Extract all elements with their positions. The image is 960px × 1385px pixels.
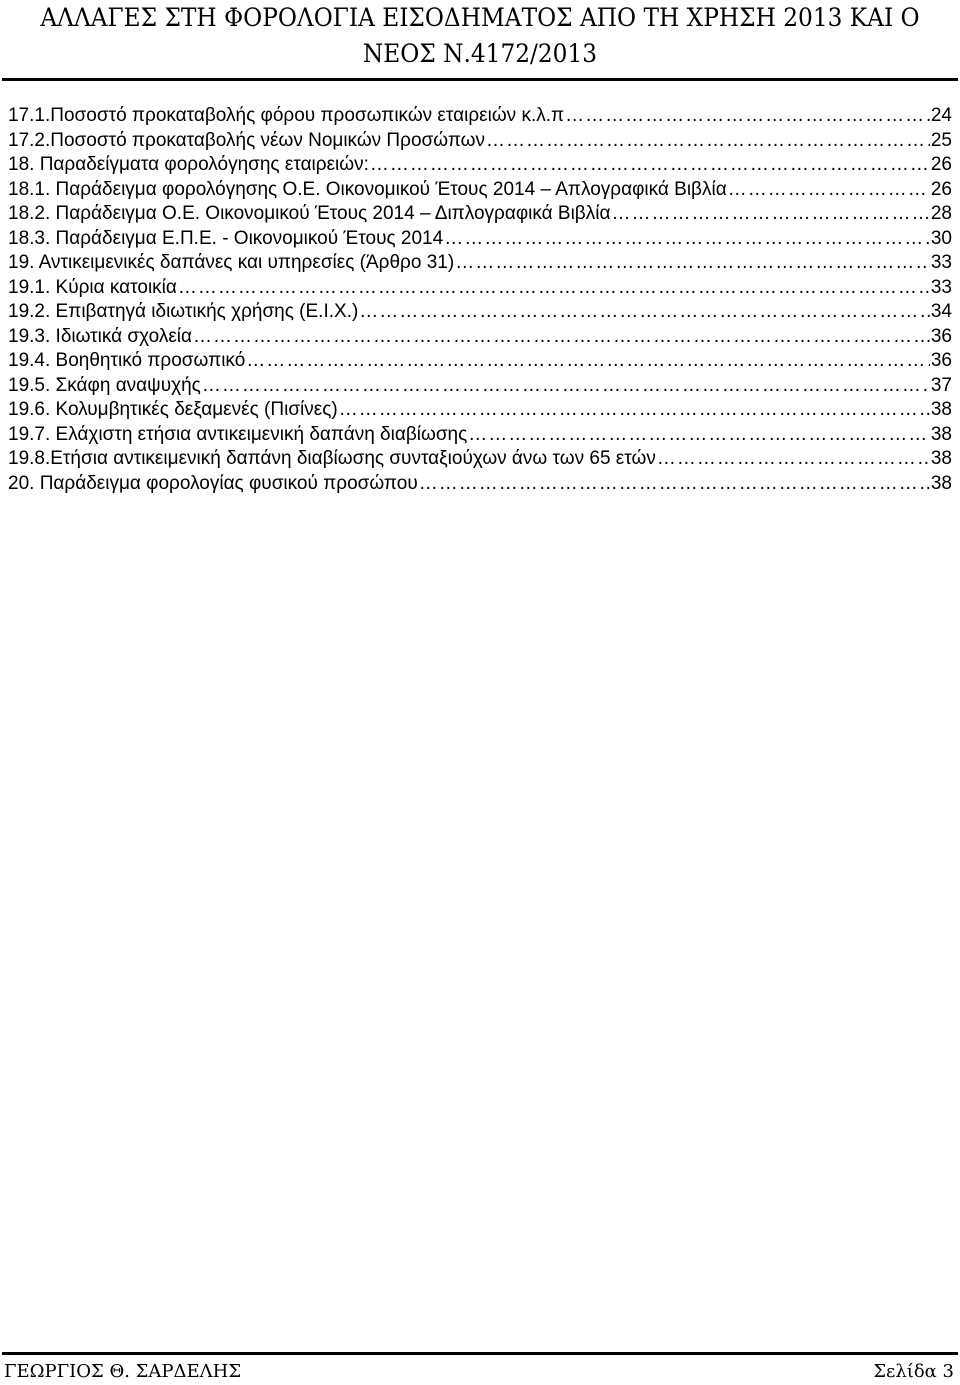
- toc-entry-title: 18.3. Παράδειγμα Ε.Π.Ε. - Οικονομικού Έτους 2014: [8, 227, 444, 249]
- footer-page-number: Σελίδα 3: [873, 1361, 954, 1382]
- toc-entry-title: 19.5. Σκάφη αναψυχής: [8, 374, 201, 396]
- toc-entry[interactable]: [8, 300, 952, 325]
- header-title-line-1: ΑΛΛΑΓΕΣ ΣΤΗ ΦΟΡΟΛΟΓΙΑ ΕΙΣΟΔΗΜΑΤΟΣ ΑΠΟ ΤΗ ΧΡΗΣΗ 2013 ΚΑΙ Ο: [40, 3, 920, 32]
- toc-leader-dots: [178, 276, 930, 301]
- toc-leader-dots: [370, 153, 930, 178]
- toc-entry-page: 37: [930, 374, 952, 396]
- header-divider: [2, 78, 958, 81]
- toc-leader-dots: [455, 251, 930, 276]
- toc-entry-title: 19.1. Κύρια κατοικία: [8, 276, 177, 298]
- toc-entry[interactable]: [8, 447, 952, 472]
- toc-entry-page: 24: [930, 105, 952, 126]
- footer-divider: [2, 1352, 958, 1355]
- toc-entry-title: 18.2. Παράδειγμα Ο.Ε. Οικονομικού Έτους 2014 – Διπλογραφικά Βιβλία: [8, 203, 611, 224]
- toc-entry[interactable]: [8, 374, 952, 399]
- header-title-line-2: ΝΕΟΣ Ν.4172/2013: [362, 39, 598, 68]
- toc-entry[interactable]: [8, 202, 952, 227]
- toc-entry[interactable]: [8, 178, 952, 203]
- toc-entry-title: 19.4. Βοηθητικό προσωπικό: [8, 350, 246, 371]
- toc-entry-page: 36: [930, 350, 952, 371]
- toc-entry[interactable]: [8, 472, 952, 497]
- toc-leader-dots: [728, 178, 930, 203]
- toc-leader-dots: [657, 447, 930, 472]
- toc-entry-page: 38: [930, 472, 952, 494]
- toc-entry-title: 19.8.Ετήσια αντικειμενική δαπάνη διαβίωσης συνταξιούχων άνω των 65 ετών: [8, 448, 656, 469]
- toc-entry-title: 18.1. Παράδειγμα φορολόγησης Ο.Ε. Οικονομικού Έτους 2014 – Απλογραφικά Βιβλία: [8, 178, 727, 200]
- toc-entry-title: 19. Αντικειμενικές δαπάνες και υπηρεσίες (Άρθρο 31): [8, 252, 455, 273]
- toc-entry[interactable]: [8, 129, 952, 154]
- toc-entry[interactable]: [8, 423, 952, 448]
- toc-entry-page: 26: [930, 154, 952, 175]
- toc-entry-page: 30: [930, 227, 952, 249]
- toc-entry-title: 20. Παράδειγμα φορολογίας φυσικού προσώπου: [8, 472, 418, 494]
- toc-entry[interactable]: [8, 251, 952, 276]
- toc-entry-page: 33: [930, 276, 952, 298]
- toc-entry-title: 17.1.Ποσοστό προκαταβολής φόρου προσωπικών εταιρειών κ.λ.π: [8, 105, 565, 126]
- toc-entry-page: 25: [930, 129, 952, 151]
- toc-entry-title: 19.3. Ιδιωτικά σχολεία: [8, 325, 193, 347]
- toc-entry-title: 19.6. Κολυμβητικές δεξαμενές (Πισίνες): [8, 399, 338, 420]
- toc-entry-title: 17.2.Ποσοστό προκαταβολής νέων Νομικών Προσώπων: [8, 129, 485, 151]
- toc-entry-page: 34: [930, 301, 952, 322]
- toc-leader-dots: [468, 423, 930, 448]
- toc-entry-title: 19.2. Επιβατηγά ιδιωτικής χρήσης (Ε.Ι.Χ.): [8, 301, 359, 322]
- toc-leader-dots: [202, 374, 930, 399]
- toc-entry-page: 36: [930, 325, 952, 347]
- toc-leader-dots: [359, 300, 930, 325]
- toc-leader-dots: [565, 104, 930, 129]
- toc-entry-title: 18. Παραδείγματα φορολόγησης εταιρειών:: [8, 154, 369, 175]
- toc-leader-dots: [246, 349, 930, 374]
- toc-entry-page: 38: [930, 399, 952, 420]
- toc-entry[interactable]: [8, 227, 952, 252]
- toc-leader-dots: [339, 398, 930, 423]
- toc-entry-page: 38: [930, 448, 952, 469]
- toc-entry-page: 26: [930, 178, 952, 200]
- toc-leader-dots: [419, 472, 930, 497]
- toc-entry-page: 33: [930, 252, 952, 273]
- toc-entry[interactable]: [8, 349, 952, 374]
- table-of-contents: [8, 104, 952, 496]
- toc-entry[interactable]: [8, 398, 952, 423]
- page-footer: [4, 1361, 954, 1383]
- toc-leader-dots: [486, 129, 930, 154]
- page-header: [34, 0, 927, 72]
- toc-leader-dots: [611, 202, 929, 227]
- toc-leader-dots: [444, 227, 930, 252]
- toc-entry[interactable]: [8, 276, 952, 301]
- toc-leader-dots: [193, 325, 930, 350]
- toc-entry[interactable]: [8, 153, 952, 178]
- toc-entry[interactable]: [8, 104, 952, 129]
- toc-entry[interactable]: [8, 325, 952, 350]
- toc-entry-title: 19.7. Ελάχιστη ετήσια αντικειμενική δαπάνη διαβίωσης: [8, 423, 468, 445]
- toc-entry-page: 28: [930, 203, 952, 224]
- footer-author: ΓΕΩΡΓΙΟΣ Θ. ΣΑΡΔΕΛΗΣ: [4, 1361, 242, 1382]
- toc-entry-page: 38: [930, 423, 952, 445]
